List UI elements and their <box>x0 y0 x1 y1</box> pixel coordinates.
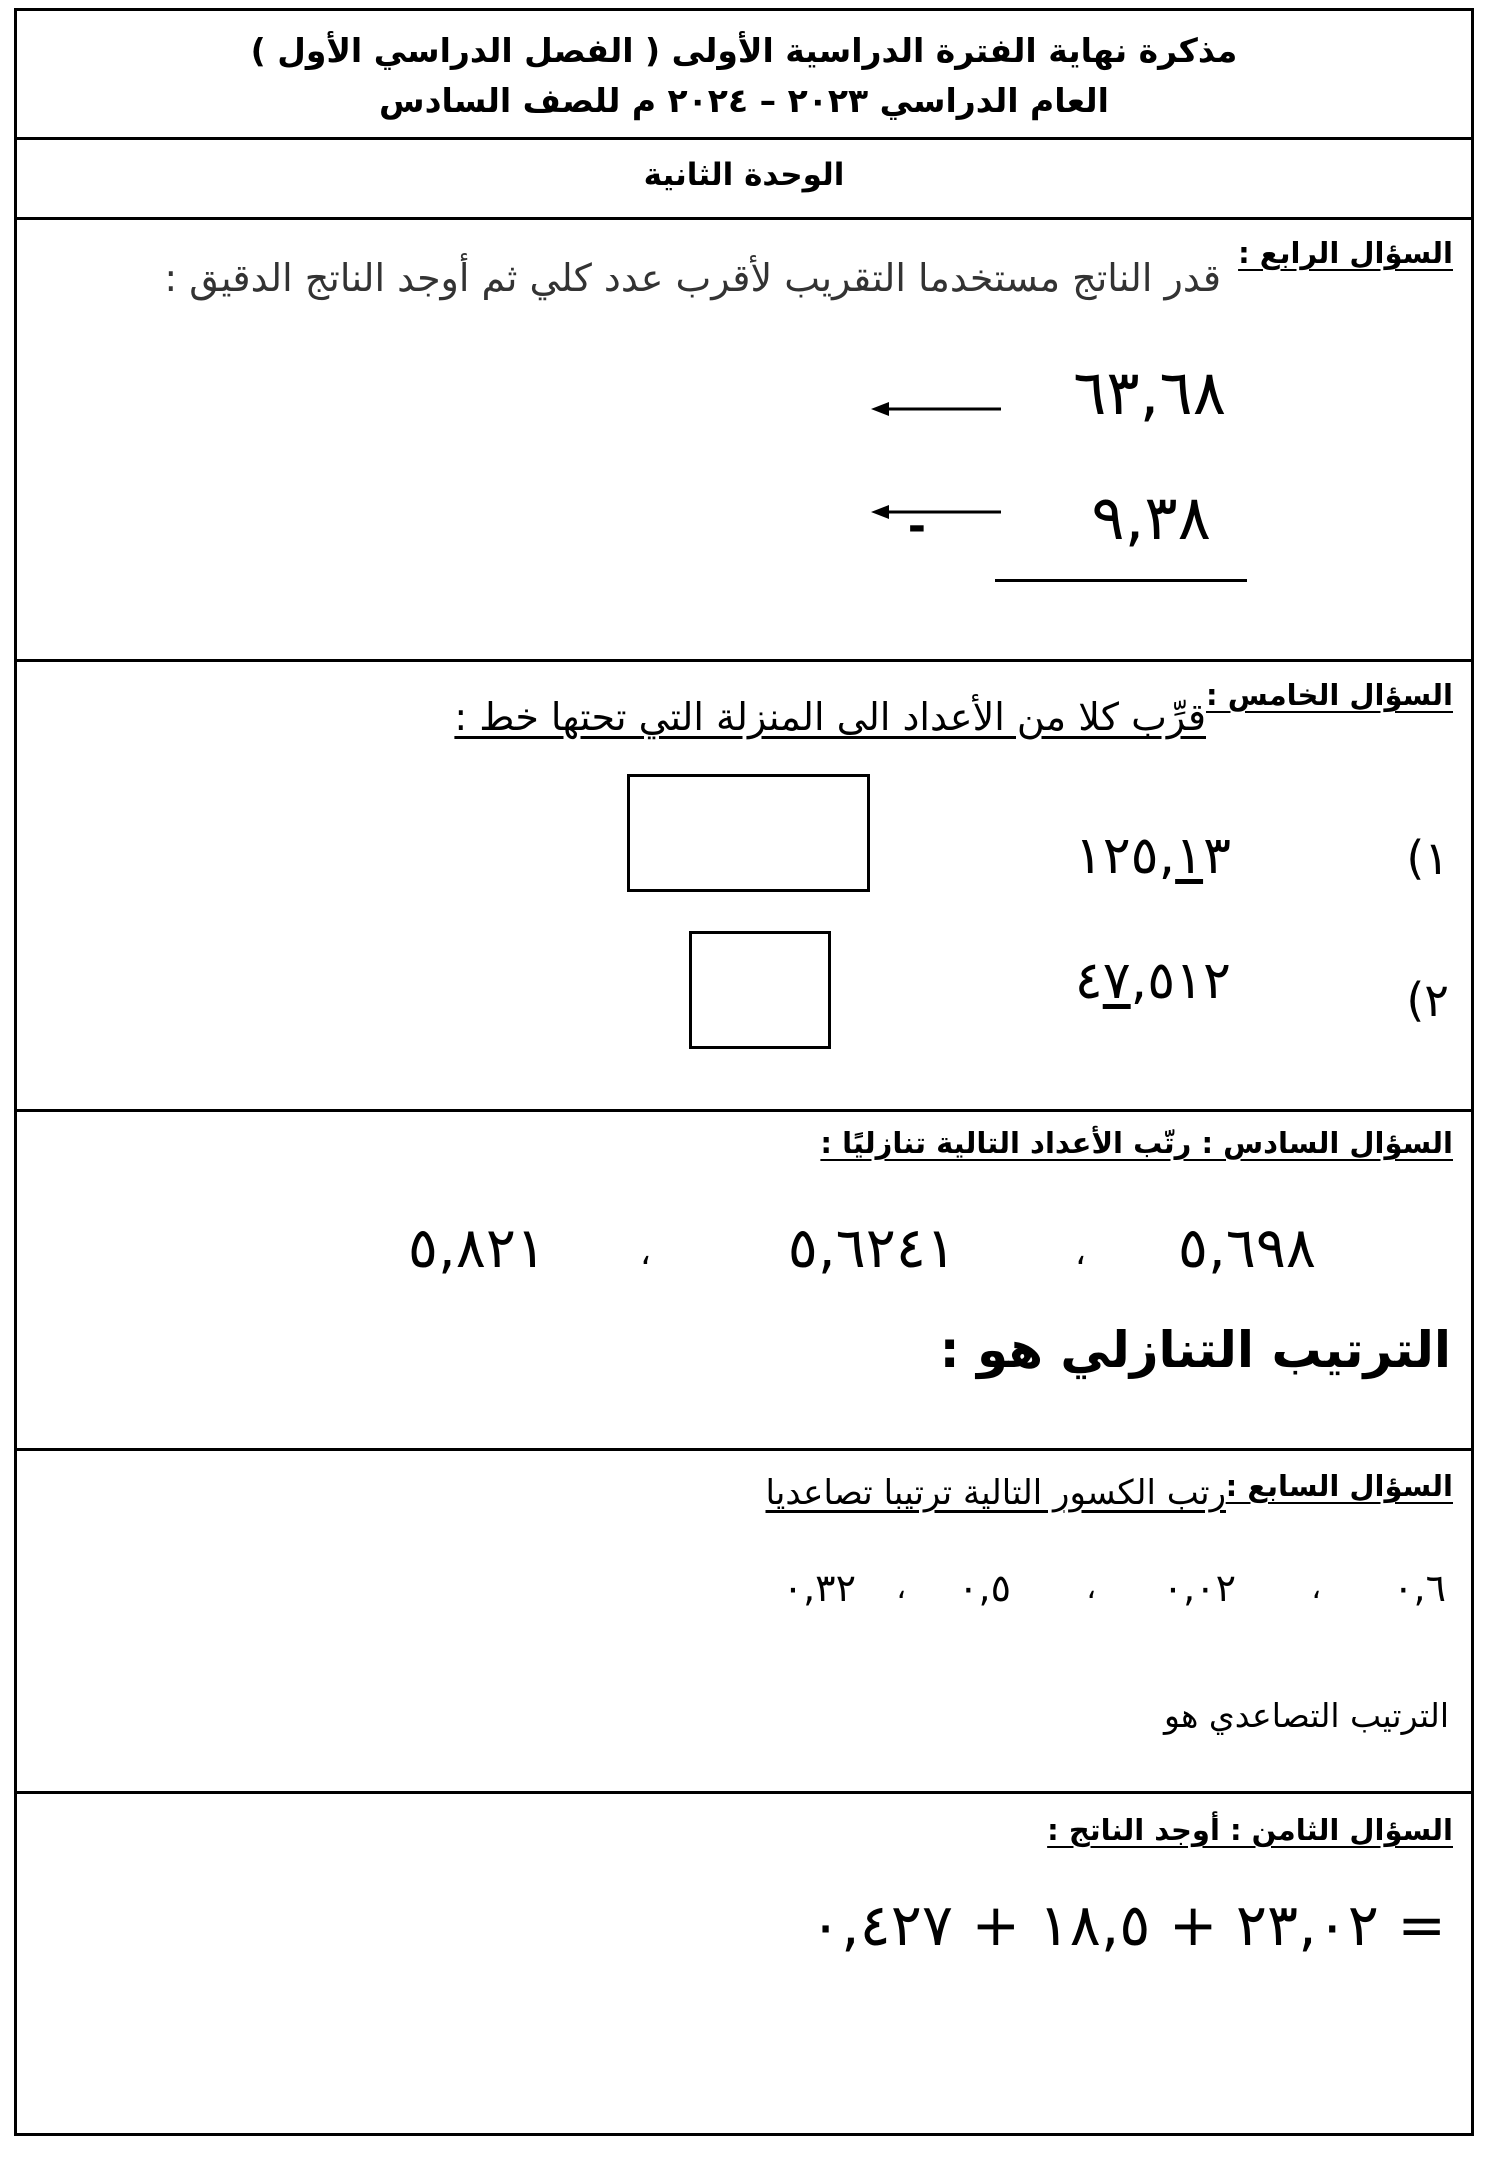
q4-operator: - <box>907 501 926 552</box>
q5-item-2-number <box>1075 951 1231 1011</box>
q7-answer-label: الترتيب التصاعدي هو <box>1163 1696 1449 1735</box>
q8-expression: = ٢٣,٠٢ + ١٨,٥ + ٠,٤٢٧ <box>809 1891 1446 1959</box>
q6-label: السؤال السادس : رتّب الأعداد التالية تنازليًا : <box>820 1126 1453 1160</box>
separator: ، <box>640 1233 651 1273</box>
separator: ، <box>896 1571 906 1606</box>
q6-number-2: ٥,٦٢٤١ <box>787 1216 956 1281</box>
q5-answer-box-2[interactable] <box>689 931 831 1049</box>
q8-label: السؤال الثامن : أوجد الناتج : <box>1047 1813 1453 1847</box>
q5-answer-box-1[interactable] <box>627 774 870 892</box>
header-title: مذكرة نهاية الفترة الدراسية الأولى ( الفصل الدراسي الأول ) <box>250 31 1238 70</box>
separator: ، <box>1086 1571 1096 1606</box>
q5-item-2-index: ٢) <box>1406 973 1449 1027</box>
arrow-left-icon <box>871 502 1001 522</box>
separator: ، <box>1311 1571 1321 1606</box>
q4-instruction: قدر الناتج مستخدما التقريب لأقرب عدد كلي ثم أوجد الناتج الدقيق : <box>164 256 1221 300</box>
q6-number-1: ٥,٦٩٨ <box>1177 1216 1316 1281</box>
worksheet-page <box>14 8 1474 2136</box>
q7-label: السؤال السابع : <box>1225 1469 1453 1503</box>
q6-answer-label: الترتيب التنازلي هو : <box>939 1321 1451 1379</box>
header-year: العام الدراسي ٢٠٢٣ – ٢٠٢٤ م للصف السادس <box>379 81 1109 120</box>
divider <box>17 1791 1471 1794</box>
q7-instruction: رتب الكسور التالية ترتيبا تصاعديا <box>765 1473 1226 1513</box>
divider <box>17 217 1471 220</box>
number-part: ١٢٥, <box>1074 826 1176 886</box>
divider <box>17 659 1471 662</box>
number-part: ٣ <box>1203 826 1231 886</box>
q7-number-1: ٠,٦ <box>1393 1566 1446 1610</box>
q4-number-2: ٩,٣٨ <box>1091 481 1211 554</box>
q4-label: السؤال الرابع : <box>1238 236 1453 270</box>
q7-number-4: ٠,٣٢ <box>782 1566 856 1610</box>
underlined-digit: ١ <box>1175 826 1204 886</box>
arrow-left-icon <box>871 399 1001 419</box>
divider <box>17 137 1471 140</box>
subtraction-line <box>995 579 1247 582</box>
q5-instruction: قرِّب كلا من الأعداد الى المنزلة التي تحتها خط : <box>454 695 1206 739</box>
q5-item-1-index: ١) <box>1406 831 1449 885</box>
q7-number-2: ٠,٠٢ <box>1162 1566 1236 1610</box>
q5-label: السؤال الخامس : <box>1206 678 1453 712</box>
divider <box>17 1109 1471 1112</box>
unit-title: الوحدة الثانية <box>643 157 845 193</box>
underlined-digit: ٧ <box>1102 951 1131 1011</box>
q6-number-3: ٥,٨٢١ <box>407 1216 546 1281</box>
separator: ، <box>1075 1233 1086 1273</box>
divider <box>17 1448 1471 1451</box>
q4-number-1: ٦٣,٦٨ <box>1073 356 1226 429</box>
q5-item-1-number <box>1075 826 1231 886</box>
q7-number-3: ٠,٥ <box>958 1566 1011 1610</box>
number-part: ,٥١٢ <box>1130 951 1231 1011</box>
number-part: ٤ <box>1074 951 1103 1011</box>
